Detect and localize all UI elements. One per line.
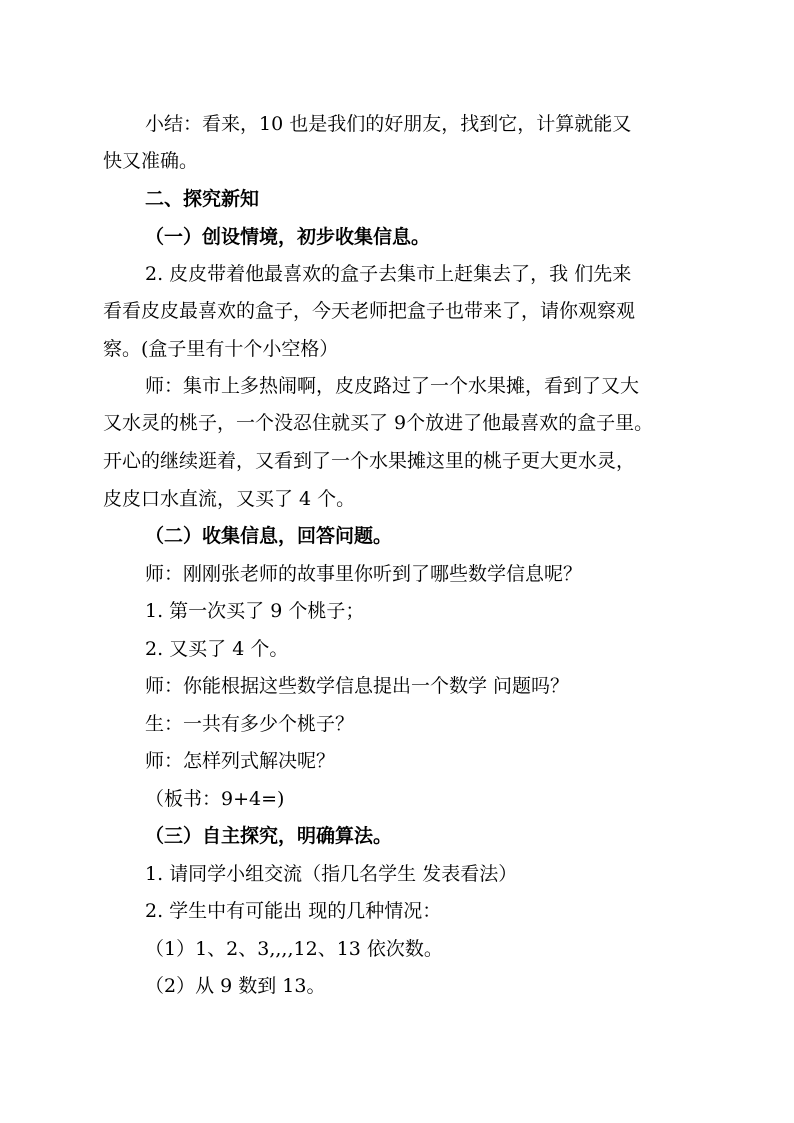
paragraph-line: 察。(盒子里有十个小空格） — [103, 338, 339, 360]
paragraph-line: 师：刚刚张老师的故事里你听到了哪些数学信息呢？ — [145, 563, 583, 585]
list-item: （2）从 9 数到 13。 — [145, 975, 326, 997]
list-item: 1. 请同学小组交流（指几名学生 发表看法） — [145, 863, 518, 885]
subsection-heading-1: （一）创设情境，初步收集信息。 — [145, 226, 431, 248]
paragraph-line: 生：一共有多少个桃子？ — [145, 713, 355, 735]
paragraph-line: 皮皮口水直流，又买了 4 个。 — [103, 488, 356, 510]
paragraph-line: 又水灵的桃子，一个没忍住就买了 9个放进了他最喜欢的盒子里。 — [103, 412, 654, 434]
subsection-heading-3: （三）自主探究，明确算法。 — [145, 825, 393, 847]
list-item: 2. 学生中有可能出 现的几种情况： — [145, 900, 442, 922]
summary-line-2: 快又准确。 — [103, 150, 199, 172]
summary-line-1: 小结：看来，10 也是我们的好朋友，找到它，计算就能又 — [145, 113, 632, 135]
list-item: 1. 第一次买了 9 个桃子； — [145, 600, 365, 622]
paragraph-line: 师：怎样列式解决呢？ — [145, 750, 336, 772]
paragraph-line: 师：你能根据这些数学信息提出一个数学 问题吗？ — [145, 675, 570, 697]
paragraph-line: 看看皮皮最喜欢的盒子，今天老师把盒子也带来了，请你观察观 — [103, 300, 636, 322]
paragraph-line: 开心的继续逛着，又看到了一个水果摊这里的桃子更大更水灵， — [103, 450, 636, 472]
section-heading-explore: 二、探究新知 — [145, 188, 260, 210]
list-item: 2. 又买了 4 个。 — [145, 638, 289, 660]
board-note: （板书：9+4=) — [145, 788, 285, 810]
paragraph-line: 2. 皮皮带着他最喜欢的盒子去集市上赶集去了，我 们先来 — [145, 263, 632, 285]
paragraph-line: 师：集市上多热闹啊，皮皮路过了一个水果摊，看到了又大 — [145, 375, 640, 397]
subsection-heading-2: （二）收集信息，回答问题。 — [145, 525, 393, 547]
list-item: （1）1、2、3,,,,12、13 依次数。 — [145, 938, 443, 960]
